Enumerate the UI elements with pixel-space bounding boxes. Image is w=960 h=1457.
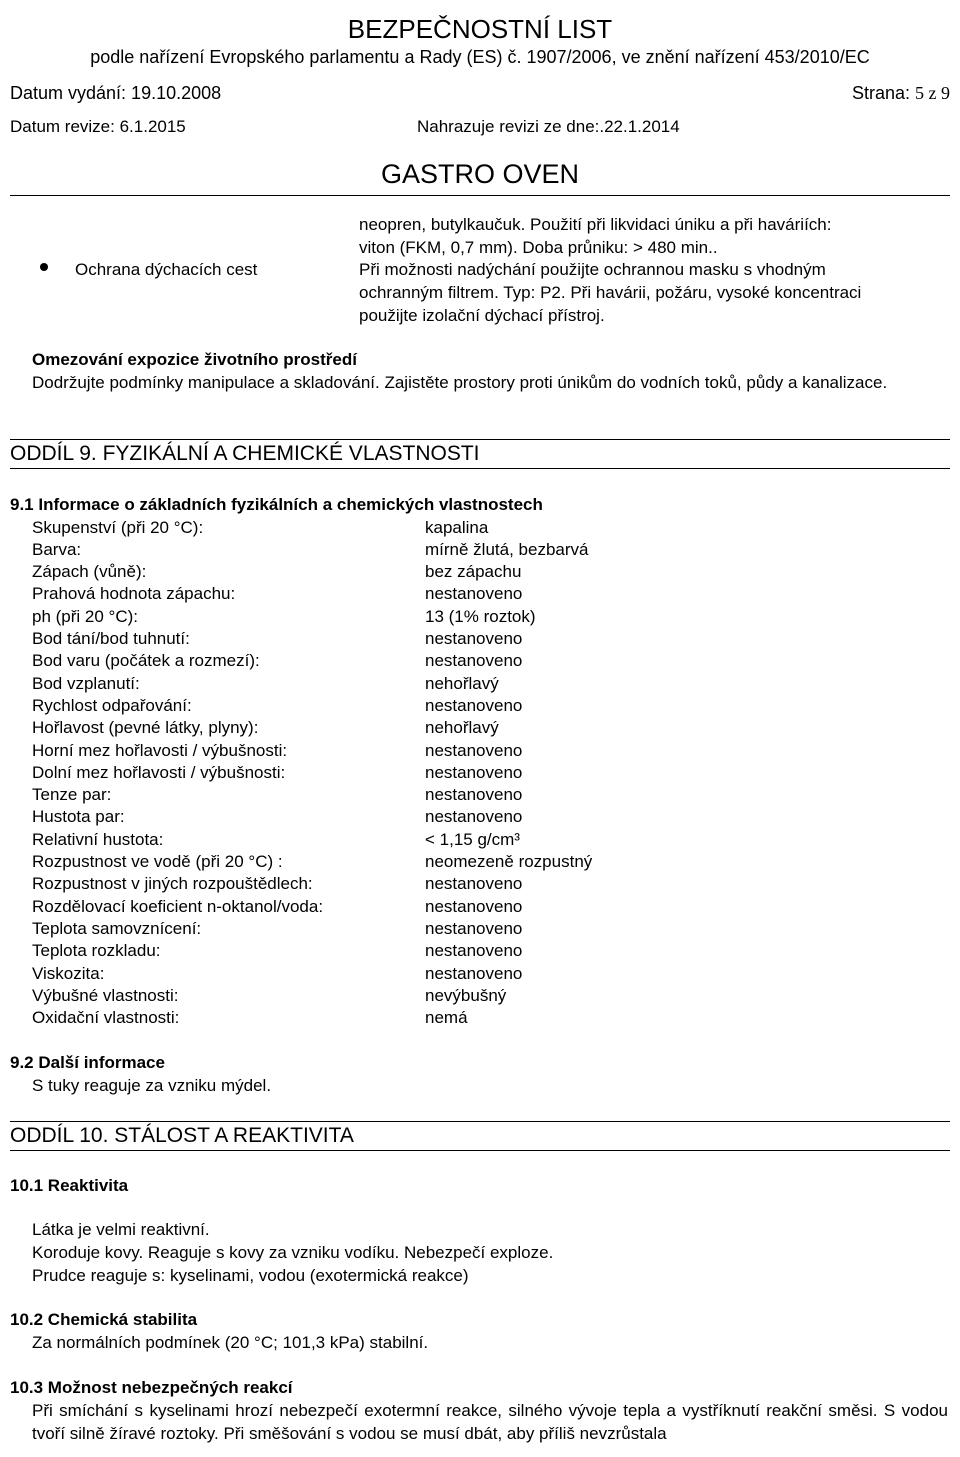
property-value: nestanoveno (425, 740, 523, 760)
page-label: Strana: (851, 83, 910, 103)
property-label: Horní mez hořlavosti / výbušnosti: (32, 740, 288, 760)
property-label: Viskozita: (32, 963, 105, 983)
section10-3-text: Při smíchání s kyselinami hrozí nebezpečí exotermní reakce, silného vývoje tepla a vystříknutí reakční směsi. S vodou tvoří silně žíravé roztoky. Při směšování s vodou se musí dbát, aby příliš nevzrůstala (32, 1401, 948, 1443)
property-label: Bod vzplanutí: (32, 673, 140, 693)
property-value: < 1,15 g/cm³ (425, 829, 520, 849)
regulation-subtitle: podle nařízení Evropského parlamentu a Rady (ES) č. 1907/2006, ve znění nařízení 453/2010/EC (90, 47, 870, 67)
property-value: nestanoveno (425, 918, 523, 938)
property-label: Hustota par: (32, 807, 125, 827)
property-row (32, 673, 732, 695)
property-row (32, 940, 732, 962)
property-row (32, 1007, 732, 1029)
respiratory-text-line2: ochranným filtrem. Typ: P2. Při havárii, požáru, vysoké koncentraci (359, 283, 862, 302)
property-label: Skupenství (při 20 °C): (32, 517, 204, 537)
section9-2-heading: 9.2 Další informace (10, 1053, 165, 1072)
page-value: 5 z 9 (915, 83, 950, 103)
property-row (32, 806, 732, 828)
section9-rule-bottom (10, 468, 950, 469)
section10-1-heading: 10.1 Reaktivita (10, 1176, 129, 1195)
property-row (32, 918, 732, 940)
property-value: nestanoveno (425, 874, 523, 894)
property-value: neomezeně rozpustný (425, 852, 593, 871)
property-label: Rozdělovací koeficient n-oktanol/voda: (32, 896, 324, 916)
section10-heading: ODDÍL 10. STÁLOST A REAKTIVITA (10, 1124, 354, 1147)
property-row (32, 784, 732, 806)
replaces-revision: Nahrazuje revizi ze dne:.22.1.2014 (417, 117, 680, 136)
issue-date: Datum vydání: 19.10.2008 (10, 83, 222, 103)
property-label: Teplota rozkladu: (32, 941, 161, 961)
property-label: Rozpustnost v jiných rozpouštědlech: (32, 874, 313, 894)
property-value: nehořlavý (425, 718, 499, 738)
section9-2-text: S tuky reaguje za vzniku mýdel. (32, 1076, 272, 1095)
property-row (32, 583, 732, 605)
property-label: Tenze par: (32, 785, 112, 805)
property-label: Zápach (vůně): (32, 562, 147, 582)
respiratory-label: Ochrana dýchacích cest (75, 260, 258, 279)
product-name: GASTRO OVEN (380, 159, 580, 189)
property-row (32, 606, 732, 628)
property-row (32, 740, 732, 762)
property-label: Barva: (32, 539, 82, 559)
property-row (32, 517, 732, 539)
respiratory-text-line1: Při možnosti nadýchání použijte ochrannou masku s vhodným (359, 260, 826, 279)
property-row (32, 539, 732, 561)
reactivity-line-3: Prudce reaguje s: kyselinami, vodou (exotermická reakce) (32, 1266, 469, 1285)
property-value: nestanoveno (425, 762, 523, 782)
property-label: Bod tání/bod tuhnutí: (32, 629, 190, 648)
property-label: Výbušné vlastnosti: (32, 985, 179, 1005)
header-divider (10, 195, 950, 196)
document-title: BEZPEČNOSTNÍ LIST (347, 14, 613, 44)
property-label: Relativní hustota: (32, 829, 164, 849)
property-label: Bod varu (počátek a rozmezí): (32, 651, 260, 671)
property-value: kapalina (425, 517, 489, 537)
property-value: 13 (1% roztok) (425, 606, 536, 626)
property-row (32, 829, 732, 851)
property-value: nestanoveno (425, 629, 523, 648)
section10-rule-top (10, 1121, 950, 1122)
property-value: mírně žlutá, bezbarvá (425, 539, 589, 559)
property-row (32, 963, 732, 985)
property-label: Teplota samovznícení: (32, 918, 202, 938)
property-value: nestanoveno (425, 941, 523, 961)
property-label: ph (při 20 °C): (32, 606, 139, 626)
property-value: nestanoveno (425, 963, 523, 983)
property-row (32, 695, 732, 717)
property-value: nestanoveno (425, 651, 523, 671)
property-row (32, 985, 732, 1007)
bullet-icon (40, 263, 48, 271)
section10-2-heading: 10.2 Chemická stabilita (10, 1310, 198, 1329)
property-label: Oxidační vlastnosti: (32, 1008, 180, 1028)
environment-heading: Omezování expozice životního prostředí (32, 350, 357, 369)
property-label: Rychlost odpařování: (32, 695, 192, 715)
property-row (32, 650, 732, 672)
property-value: nestanoveno (425, 695, 523, 715)
gloves-text-line2: viton (FKM, 0,7 mm). Doba průniku: > 480 min.. (359, 238, 718, 257)
reactivity-line-2: Koroduje kovy. Reaguje s kovy za vzniku vodíku. Nebezpečí exploze. (32, 1243, 554, 1262)
property-value: nestanoveno (425, 584, 523, 604)
property-label: Hořlavost (pevné látky, plyny): (32, 718, 259, 738)
property-label: Dolní mez hořlavosti / výbušnosti: (32, 762, 286, 782)
section9-1-heading: 9.1 Informace o základních fyzikálních a chemických vlastnostech (10, 495, 543, 514)
property-row (32, 851, 732, 873)
property-value: nestanoveno (425, 785, 523, 805)
environment-text: Dodržujte podmínky manipulace a skladování. Zajistěte prostory proti únikům do vodních toků, půdy a kanalizace. (32, 373, 888, 392)
property-value: nestanoveno (425, 896, 523, 916)
property-row (32, 873, 732, 895)
section10-3-heading: 10.3 Možnost nebezpečných reakcí (10, 1378, 293, 1397)
property-label: Rozpustnost ve vodě (při 20 °C) : (32, 852, 283, 871)
respiratory-text-line3: použijte izolační dýchací přístroj. (359, 306, 605, 325)
property-label: Prahová hodnota zápachu: (32, 584, 236, 604)
section10-rule-bottom (10, 1150, 950, 1151)
reactivity-line-1: Látka je velmi reaktivní. (32, 1220, 210, 1239)
property-row (32, 896, 732, 918)
section10-2-text: Za normálních podmínek (20 °C; 101,3 kPa) stabilní. (32, 1333, 429, 1352)
gloves-text-line1: neopren, butylkaučuk. Použití při likvidaci úniku a při haváriích: (359, 215, 832, 234)
property-value: nevýbušný (425, 985, 507, 1005)
property-row (32, 717, 732, 739)
property-value: nestanoveno (425, 807, 523, 827)
property-value: bez zápachu (425, 562, 522, 582)
property-row (32, 762, 732, 784)
property-value: nehořlavý (425, 673, 499, 693)
section9-heading: ODDÍL 9. FYZIKÁLNÍ A CHEMICKÉ VLASTNOSTI (10, 442, 480, 465)
page-indicator (852, 82, 950, 104)
revision-date: Datum revize: 6.1.2015 (10, 117, 186, 136)
section9-rule-top (10, 439, 950, 440)
property-row (32, 561, 732, 583)
property-value: nemá (425, 1008, 468, 1028)
property-row (32, 628, 732, 650)
